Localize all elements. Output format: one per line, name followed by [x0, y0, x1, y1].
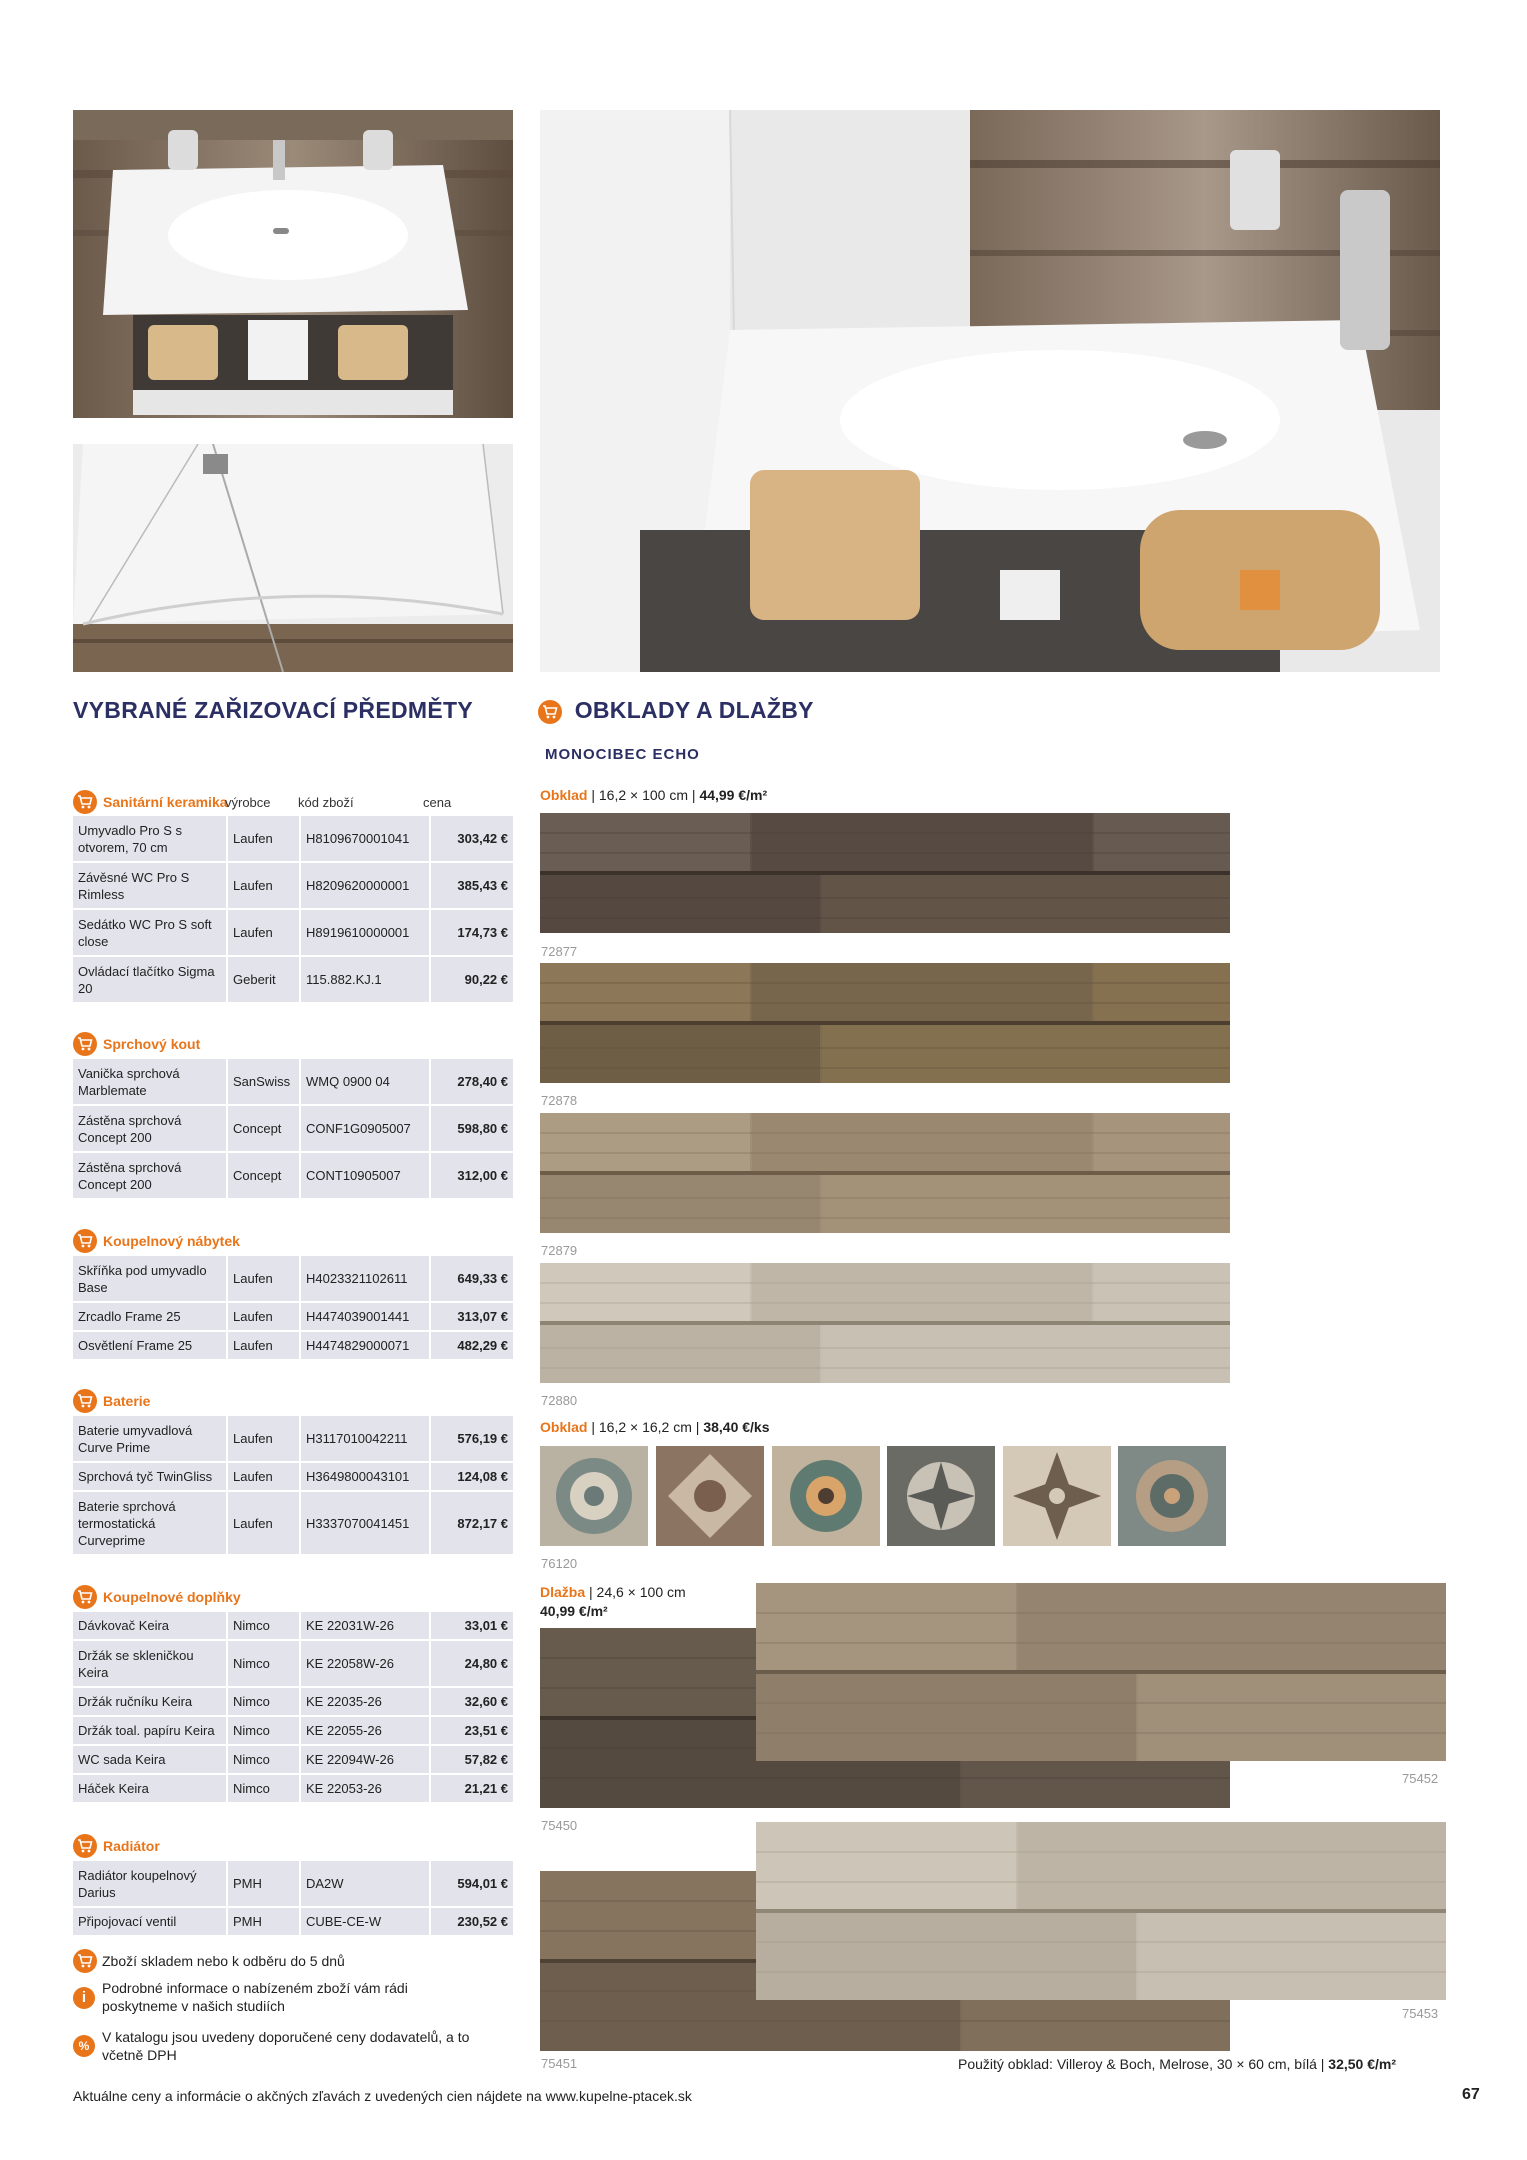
category-header — [73, 1031, 513, 1057]
product-price: 598,80 € — [457, 1121, 508, 1136]
product-manufacturer: Laufen — [228, 1332, 301, 1359]
product-price: 33,01 € — [464, 1618, 508, 1633]
product-code: CONT10905007 — [301, 1153, 431, 1198]
table-row — [73, 910, 513, 957]
product-manufacturer: PMH — [228, 1861, 301, 1906]
floor-tile-label: Dlažba | 24,6 × 100 cm — [540, 1584, 686, 1600]
category-header — [73, 1584, 513, 1610]
product-manufacturer: SanSwiss — [228, 1059, 301, 1104]
product-code: H4474039001441 — [301, 1303, 431, 1330]
decor-tile-1 — [540, 1446, 648, 1546]
product-price: 649,33 € — [457, 1271, 508, 1286]
column-code: kód zboží — [298, 794, 354, 810]
table-row — [73, 1153, 513, 1200]
product-price: 576,19 € — [457, 1431, 508, 1446]
product-code: H4474829000071 — [301, 1332, 431, 1359]
category-header — [73, 1228, 513, 1254]
tile-size: 16,2 × 16,2 cm — [598, 1419, 692, 1435]
product-manufacturer: Laufen — [228, 910, 301, 955]
product-price: 21,21 € — [464, 1781, 508, 1796]
product-name: Ovládací tlačítko Sigma 20 — [73, 957, 228, 1002]
product-code: KE 22058W-26 — [301, 1641, 431, 1686]
product-price: 278,40 € — [457, 1074, 508, 1089]
tile-size: 16,2 × 100 cm — [598, 787, 689, 803]
product-name: Radiátor koupelnový Darius — [73, 1861, 228, 1906]
table-row — [73, 957, 513, 1004]
product-price: 482,29 € — [457, 1338, 508, 1353]
column-manufacturer: výrobce — [225, 794, 271, 810]
table-row — [73, 1641, 513, 1688]
product-manufacturer: Concept — [228, 1153, 301, 1198]
cart-icon — [73, 1834, 97, 1858]
cart-icon — [73, 1229, 97, 1253]
product-price: 32,60 € — [464, 1694, 508, 1709]
tile-swatch-72877 — [540, 813, 1230, 933]
product-price: 24,80 € — [464, 1656, 508, 1671]
product-name: Zástěna sprchová Concept 200 — [73, 1153, 228, 1198]
used-tile-text: Použitý obklad: Villeroy & Boch, Melrose, 30 × 60 cm, bílá — [958, 2056, 1317, 2072]
product-code: KE 22055-26 — [301, 1717, 431, 1744]
tile-code: 72877 — [541, 944, 578, 959]
column-price: cena — [423, 794, 452, 810]
product-price: 303,42 € — [457, 831, 508, 846]
table-row — [73, 1332, 513, 1361]
collection-name: MONOCIBEC ECHO — [545, 746, 700, 763]
product-code: WMQ 0900 04 — [301, 1059, 431, 1104]
photo-shower-enclosure — [73, 444, 513, 672]
product-code: H8919610000001 — [301, 910, 431, 955]
product-manufacturer: Concept — [228, 1106, 301, 1151]
left-section-heading: VYBRANÉ ZAŘIZOVACÍ PŘEDMĚTY — [73, 697, 473, 723]
product-name: Závěsné WC Pro S Rimless — [73, 863, 228, 908]
tile-kind: Dlažba — [540, 1584, 586, 1600]
product-table-section — [73, 1861, 513, 1937]
product-name: Připojovací ventil — [73, 1908, 228, 1935]
product-name: Osvětlení Frame 25 — [73, 1332, 228, 1359]
used-tile-price: 32,50 €/m² — [1328, 2056, 1397, 2072]
tile-code: 75452 — [1402, 1771, 1439, 1786]
product-name: Držák toal. papíru Keira — [73, 1717, 228, 1744]
product-price: 872,17 € — [457, 1515, 508, 1531]
product-price: 312,00 € — [457, 1168, 508, 1183]
decor-tile-6 — [1118, 1446, 1226, 1546]
tile-code: 72878 — [541, 1093, 578, 1108]
product-name: WC sada Keira — [73, 1746, 228, 1773]
category-name: Sanitární keramika — [103, 794, 228, 810]
category-header — [73, 1388, 513, 1414]
table-row — [73, 1612, 513, 1641]
product-code: H4023321102611 — [301, 1256, 431, 1301]
footer-text: Aktuálne ceny a informácie o akčných zľavách z uvedených cien nájdete na www.kupelne-ptacek.sk — [73, 2088, 692, 2104]
table-row — [73, 1303, 513, 1332]
percent-icon: % — [73, 2035, 95, 2057]
product-name: Držák ručníku Keira — [73, 1688, 228, 1715]
product-price: 313,07 € — [457, 1309, 508, 1324]
table-row — [73, 1416, 513, 1463]
product-manufacturer: Laufen — [228, 1463, 301, 1490]
tile-swatch-72880 — [540, 1263, 1230, 1383]
cart-icon — [73, 1949, 97, 1973]
decor-tile-4 — [887, 1446, 995, 1546]
stock-note: Zboží skladem nebo k odběru do 5 dnů — [102, 1953, 345, 1969]
product-name: Dávkovač Keira — [73, 1612, 228, 1639]
product-code: KE 22053-26 — [301, 1775, 431, 1802]
prices-note: V katalogu jsou uvedeny doporučené ceny dodavatelů, a to včetně DPH — [102, 2029, 470, 2063]
product-table-section — [73, 1059, 513, 1200]
product-code: KE 22094W-26 — [301, 1746, 431, 1773]
product-table-section — [73, 1256, 513, 1361]
tile-kind: Obklad — [540, 1419, 588, 1435]
product-code: 115.882.KJ.1 — [301, 957, 431, 1002]
product-manufacturer: PMH — [228, 1908, 301, 1935]
tile-code: 72879 — [541, 1243, 578, 1258]
page-number: 67 — [1462, 2086, 1480, 2103]
product-price: 90,22 € — [464, 972, 508, 987]
used-tile-caption: Použitý obklad: Villeroy & Boch, Melrose, 30 × 60 cm, bílá | 32,50 €/m² — [958, 2056, 1397, 2072]
tile-code: 75450 — [541, 1818, 578, 1833]
category-name: Koupelnový nábytek — [103, 1233, 240, 1249]
photo-washbasin-drawer — [73, 110, 513, 418]
tile-code: 75451 — [541, 2056, 578, 2071]
product-price: 23,51 € — [464, 1723, 508, 1738]
product-table-section — [73, 1416, 513, 1556]
product-manufacturer: Nimco — [228, 1641, 301, 1686]
product-code: H8209620000001 — [301, 863, 431, 908]
product-code: KE 22031W-26 — [301, 1612, 431, 1639]
floor-tile-75452 — [756, 1583, 1446, 1761]
tile-code: 76120 — [541, 1556, 578, 1571]
product-name: Sprchová tyč TwinGliss — [73, 1463, 228, 1490]
table-row — [73, 1256, 513, 1303]
cart-icon — [73, 790, 97, 814]
product-price: 385,43 € — [457, 878, 508, 893]
tile-price: 44,99 €/m² — [699, 787, 768, 803]
product-code: CONF1G0905007 — [301, 1106, 431, 1151]
table-row — [73, 1463, 513, 1492]
decor-tile-5 — [1003, 1446, 1111, 1546]
product-name: Umyvadlo Pro S s otvorem, 70 cm — [73, 816, 228, 861]
product-price: 124,08 € — [457, 1469, 508, 1484]
product-manufacturer: Laufen — [228, 1416, 301, 1461]
photo-washbasin-large — [540, 110, 1440, 672]
tile-swatch-72878 — [540, 963, 1230, 1083]
product-price: 57,82 € — [464, 1752, 508, 1767]
category-name: Sprchový kout — [103, 1036, 201, 1052]
right-section-heading — [538, 697, 814, 724]
product-code: H3337070041451 — [301, 1492, 431, 1554]
product-manufacturer: Laufen — [228, 1256, 301, 1301]
table-row — [73, 1688, 513, 1717]
tile-swatch-72879 — [540, 1113, 1230, 1233]
product-name: Baterie sprchová termostatická Curveprime — [73, 1492, 228, 1554]
wall-tile-label: Obklad | 16,2 × 100 cm | 44,99 €/m² — [540, 787, 768, 803]
product-code: H3649800043101 — [301, 1463, 431, 1490]
product-manufacturer: Laufen — [228, 1303, 301, 1330]
product-name: Vanička sprchová Marblemate — [73, 1059, 228, 1104]
info-note: Podrobné informace o nabízeném zboží vám rádi poskytneme v našich studiích — [102, 1980, 408, 2014]
table-row — [73, 1908, 513, 1937]
decor-tile-3 — [772, 1446, 880, 1546]
product-name: Skříňka pod umyvadlo Base — [73, 1256, 228, 1301]
cart-icon — [73, 1032, 97, 1056]
product-code: H3117010042211 — [301, 1416, 431, 1461]
category-header — [73, 789, 513, 815]
floor-tile-75453 — [756, 1822, 1446, 2000]
product-manufacturer: Laufen — [228, 1492, 301, 1554]
product-manufacturer: Geberit — [228, 957, 301, 1002]
product-name: Zástěna sprchová Concept 200 — [73, 1106, 228, 1151]
tile-code: 75453 — [1402, 2006, 1439, 2021]
table-row — [73, 863, 513, 910]
table-row — [73, 1106, 513, 1153]
table-row — [73, 1059, 513, 1106]
product-code: CUBE-CE-W — [301, 1908, 431, 1935]
product-code: DA2W — [301, 1861, 431, 1906]
info-icon: i — [73, 1987, 95, 2009]
product-manufacturer: Nimco — [228, 1717, 301, 1744]
table-row — [73, 1492, 513, 1556]
category-name: Baterie — [103, 1393, 151, 1409]
category-name: Radiátor — [103, 1838, 160, 1854]
tile-kind: Obklad — [540, 787, 588, 803]
decor-tile-label: Obklad | 16,2 × 16,2 cm | 38,40 €/ks — [540, 1419, 770, 1435]
table-row — [73, 1746, 513, 1775]
product-price: 230,52 € — [457, 1914, 508, 1929]
table-row — [73, 1717, 513, 1746]
category-header — [73, 1833, 513, 1859]
product-manufacturer: Nimco — [228, 1688, 301, 1715]
table-row — [73, 1861, 513, 1908]
floor-tile-price: 40,99 €/m² — [540, 1603, 608, 1619]
product-table-section — [73, 816, 513, 1004]
cart-icon — [73, 1585, 97, 1609]
table-row — [73, 816, 513, 863]
product-code: KE 22035-26 — [301, 1688, 431, 1715]
tile-price: 38,40 €/ks — [703, 1419, 770, 1435]
product-manufacturer: Nimco — [228, 1746, 301, 1773]
category-name: Koupelnové doplňky — [103, 1589, 241, 1605]
product-price: 594,01 € — [457, 1876, 508, 1891]
tile-size: 24,6 × 100 cm — [596, 1584, 686, 1600]
product-name: Háček Keira — [73, 1775, 228, 1802]
product-code: H8109670001041 — [301, 816, 431, 861]
decor-tile-2 — [656, 1446, 764, 1546]
product-manufacturer: Laufen — [228, 863, 301, 908]
product-name: Zrcadlo Frame 25 — [73, 1303, 228, 1330]
cart-icon — [73, 1389, 97, 1413]
product-manufacturer: Nimco — [228, 1775, 301, 1802]
right-section-title: OBKLADY A DLAŽBY — [574, 697, 814, 723]
product-table-section — [73, 1612, 513, 1804]
product-name: Držák se skleničkou Keira — [73, 1641, 228, 1686]
product-manufacturer: Laufen — [228, 816, 301, 861]
tile-code: 72880 — [541, 1393, 578, 1408]
product-name: Baterie umyvadlová Curve Prime — [73, 1416, 228, 1461]
product-manufacturer: Nimco — [228, 1612, 301, 1639]
table-row — [73, 1775, 513, 1804]
cart-icon — [538, 700, 562, 724]
product-name: Sedátko WC Pro S soft close — [73, 910, 228, 955]
product-price: 174,73 € — [457, 925, 508, 940]
